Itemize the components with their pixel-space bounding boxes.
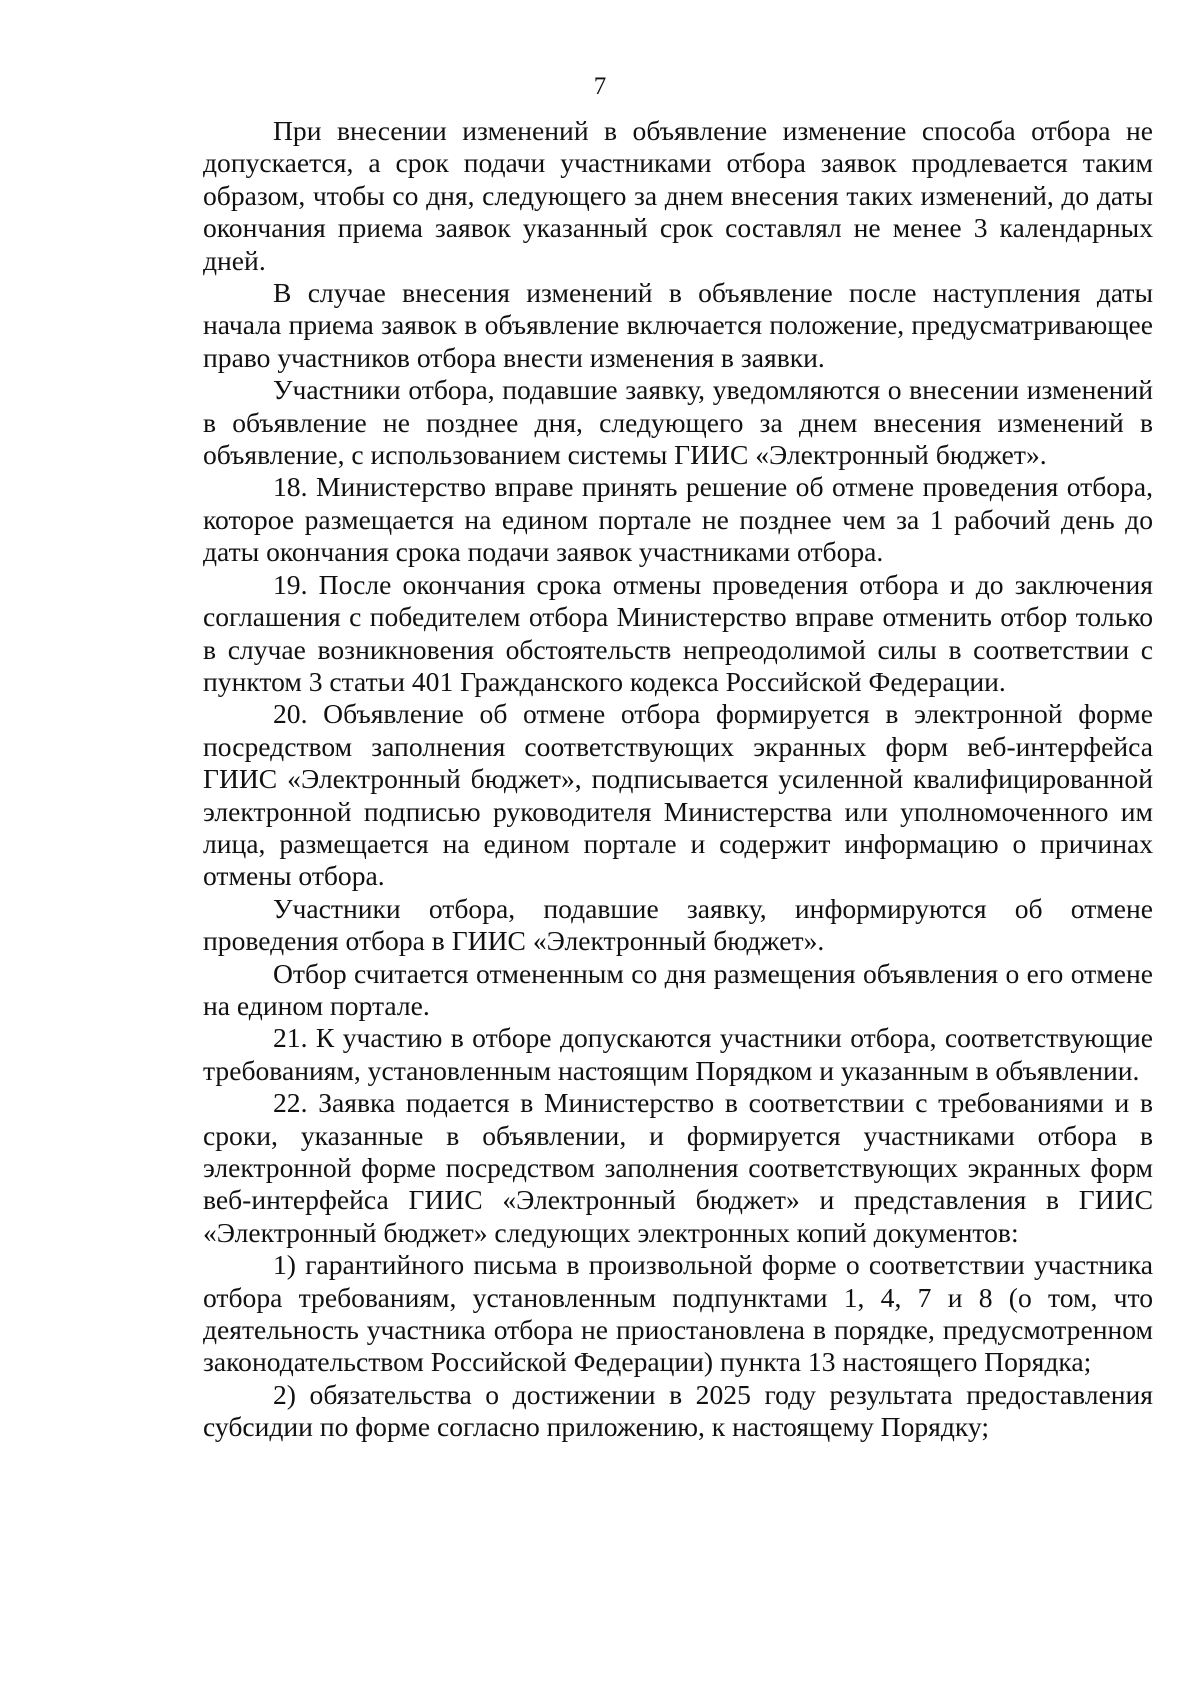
paragraph-item-19: 19. После окончания срока отмены проведения отбора и до заключения соглашения с победителем отбора Министерство вправе отменить отбор только в случае возникновения обстоятельств непреодолимой силы в соответствии с пунктом 3 статьи 401 Гражданского кодекса Российской Федерации. bbox=[203, 568, 1153, 697]
paragraph-participants-notified: Участники отбора, подавшие заявку, уведомляются о внесении изменений в объявление не позднее дня, следующего за днем внесения изменений в объявление, с использованием системы ГИИС «Электронный бюджет». bbox=[203, 374, 1153, 471]
paragraph-amendment-rules: При внесении изменений в объявление изменение способа отбора не допускается, а срок подачи участниками отбора заявок продлевается таким образом, чтобы со дня, следующего за днем внесения таких изменений, до даты окончания приема заявок указанный срок составлял не менее 3 календарных дней. bbox=[203, 115, 1153, 276]
paragraph-amendment-after-start: В случае внесения изменений в объявление после наступления даты начала приема заявок в объявление включается положение, предусматривающее право участников отбора внести изменения в заявки. bbox=[203, 277, 1153, 373]
paragraph-item-21: 21. К участию в отборе допускаются участники отбора, соответствующие требованиям, установленным настоящим Порядком и указанным в объявлении. bbox=[203, 1022, 1153, 1086]
document-body bbox=[203, 115, 1153, 1444]
page-number: 7 bbox=[593, 73, 607, 100]
paragraph-subitem-2: 2) обязательства о достижении в 2025 году результата предоставления субсидии по форме согласно приложению, к настоящему Порядку; bbox=[203, 1378, 1153, 1443]
paragraph-item-18: 18. Министерство вправе принять решение об отмене проведения отбора, которое размещается на едином портале не позднее чем за 1 рабочий день до даты окончания срока подачи заявок участниками отбора. bbox=[203, 471, 1153, 568]
paragraph-item-20: 20. Объявление об отмене отбора формируется в электронной форме посредством заполнения соответствующих экранных форм веб-интерфейса ГИИС «Электронный бюджет», подписывается усиленной квалифицированной электронной подписью руководителя Министерства или уполномоченного им лица, размещается на едином портале и содержит информацию о причинах отмены отбора. bbox=[203, 698, 1153, 892]
paragraph-item-22: 22. Заявка подается в Министерство в соответствии с требованиями и в сроки, указанные в объявлении, и формируется участниками отбора в электронной форме посредством заполнения соответствующих экранных форм веб-интерфейса ГИИС «Электронный бюджет» и представления в ГИИС «Электронный бюджет» следующих электронных копий документов: bbox=[203, 1087, 1153, 1248]
paragraph-participants-informed: Участники отбора, подавшие заявку, информируются об отмене проведения отбора в ГИИС «Электронный бюджет». bbox=[203, 892, 1153, 957]
paragraph-selection-cancelled: Отбор считается отмененным со дня размещения объявления о его отмене на едином портале. bbox=[203, 957, 1153, 1021]
paragraph-subitem-1: 1) гарантийного письма в произвольной форме о соответствии участника отбора требованиям, установленным подпунктами 1, 4, 7 и 8 (о том, что деятельность участника отбора не приостановлена в порядке, предусмотренном законодательством Российской Федерации) пункта 13 настоящего Порядка; bbox=[203, 1249, 1153, 1378]
